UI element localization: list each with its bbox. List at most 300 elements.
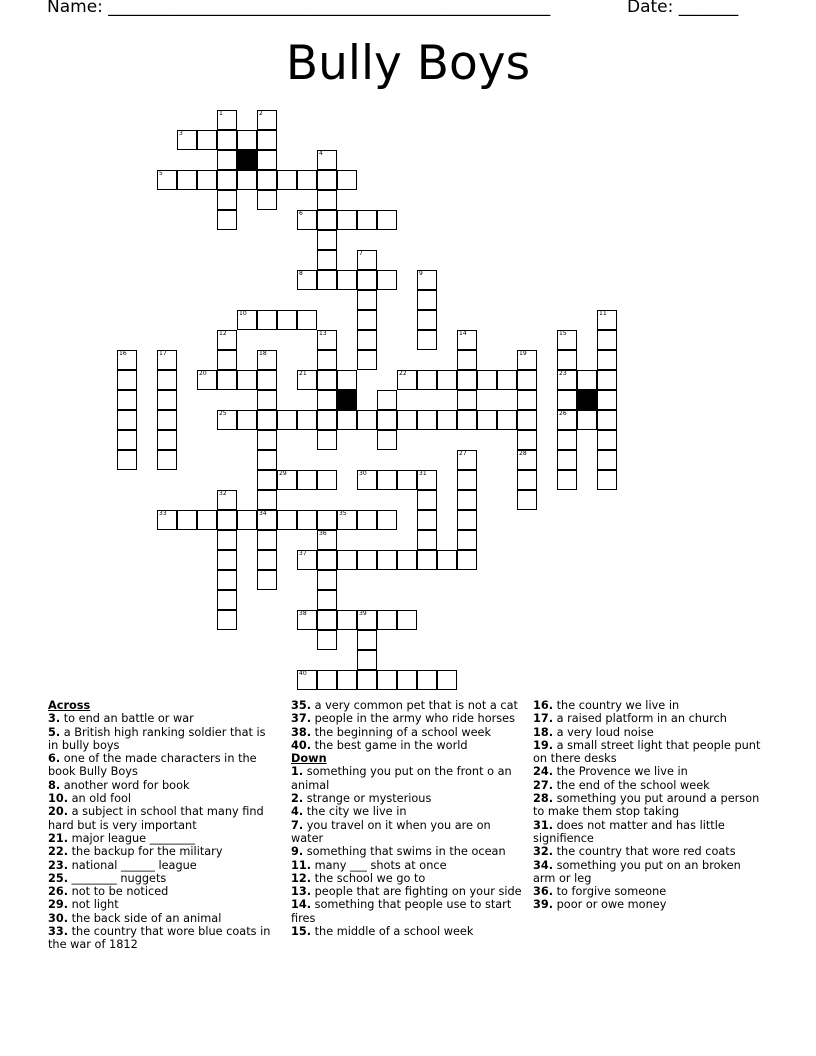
grid-cell[interactable] [557,330,577,350]
grid-cell[interactable] [297,550,317,570]
grid-cell[interactable] [297,210,317,230]
grid-cell[interactable] [517,410,537,430]
grid-cell[interactable] [557,430,577,450]
clue-number: 1 [219,110,223,117]
grid-cell[interactable] [237,410,257,430]
grid-cell[interactable] [257,110,277,130]
grid-cell[interactable] [457,510,477,530]
clue-text: something you put on the front o an animal [291,765,512,792]
grid-cell[interactable] [317,210,337,230]
grid-cell[interactable] [357,350,377,370]
grid-cell[interactable] [217,610,237,630]
grid-cell[interactable] [557,470,577,490]
clue-text: a raised platform in an church [553,712,727,726]
grid-cell[interactable] [277,510,297,530]
grid-cell[interactable] [197,370,217,390]
grid-cell[interactable] [317,670,337,690]
clue-text: not light [68,898,119,912]
clue-text: not to be noticed [68,885,169,899]
grid-cell[interactable] [557,350,577,370]
down-clue [533,859,765,886]
grid-cell[interactable] [277,170,297,190]
clue-number: 23 [559,370,567,377]
grid-cell[interactable] [517,390,537,410]
clue-number: 40 [299,670,307,677]
grid-cell[interactable] [437,670,457,690]
down-clue-list-continued [533,699,765,912]
grid-cell[interactable] [457,550,477,570]
across-clue [291,739,523,752]
grid-cell[interactable] [557,370,577,390]
grid-cell[interactable] [297,470,317,490]
across-clue [48,792,276,805]
grid-cell[interactable] [497,370,517,390]
grid-cell[interactable] [357,470,377,490]
grid-cell[interactable] [517,470,537,490]
grid-cell[interactable] [337,670,357,690]
grid-cell[interactable] [217,590,237,610]
clue-number-label: 14. [291,898,312,912]
across-clue [48,779,276,792]
grid-cell[interactable] [317,270,337,290]
grid-cell[interactable] [277,310,297,330]
grid-cell[interactable] [597,450,617,470]
grid-cell[interactable] [297,310,317,330]
clue-number: 29 [279,470,287,477]
clue-number: 7 [359,250,363,257]
clue-number-label: 31. [533,818,554,832]
grid-cell[interactable] [397,550,417,570]
clue-number-label: 1. [291,765,304,779]
across-clue [291,699,523,712]
grid-cell[interactable] [437,410,457,430]
grid-cell[interactable] [297,370,317,390]
grid-cell[interactable] [357,250,377,270]
clue-text: the middle of a school week [311,925,474,939]
grid-cell[interactable] [417,270,437,290]
clue-text: people in the army who ride horses [311,712,515,726]
clue-number-label: 21. [48,831,69,845]
grid-cell[interactable] [597,470,617,490]
grid-cell[interactable] [417,510,437,530]
down-clue [533,885,765,898]
across-clue [48,845,276,858]
clue-text: strange or mysterious [303,792,432,806]
grid-cell[interactable] [257,530,277,550]
clue-number: 2 [259,110,263,117]
down-clue [291,765,523,792]
clue-text: ________ nuggets [68,871,167,885]
grid-cell[interactable] [317,590,337,610]
clue-text: the backup for the military [68,845,223,859]
grid-cell[interactable] [317,190,337,210]
across-clue [48,832,276,845]
clue-text: something you put around a person to make them stop taking [533,792,760,819]
clue-number-label: 24. [533,765,554,779]
grid-cell[interactable] [117,370,137,390]
grid-cell[interactable] [517,370,537,390]
grid-cell[interactable] [257,570,277,590]
grid-cell[interactable] [357,650,377,670]
grid-cell[interactable] [257,190,277,210]
grid-cell[interactable] [577,370,597,390]
grid-cell[interactable] [437,370,457,390]
grid-cell[interactable] [397,670,417,690]
grid-cell[interactable] [357,550,377,570]
grid-cell[interactable] [577,410,597,430]
grid-cell[interactable] [317,250,337,270]
down-clue [533,792,765,819]
grid-cell[interactable] [257,310,277,330]
grid-cell[interactable] [257,510,277,530]
down-clue [291,845,523,858]
down-clue [533,898,765,911]
grid-cell[interactable] [157,430,177,450]
across-clue [48,712,276,725]
grid-cell[interactable] [457,390,477,410]
clue-text: the back side of an animal [68,911,222,925]
grid-cell[interactable] [297,670,317,690]
grid-cell[interactable] [517,450,537,470]
clue-text: major league ________ [68,831,195,845]
grid-cell[interactable] [117,410,137,430]
grid-cell[interactable] [457,350,477,370]
grid-cell[interactable] [217,350,237,370]
grid-cell[interactable] [397,410,417,430]
grid-cell[interactable] [317,430,337,450]
grid-cell[interactable] [557,410,577,430]
grid-cell[interactable] [277,470,297,490]
clue-number-label: 29. [48,898,69,912]
grid-cell[interactable] [357,310,377,330]
grid-cell[interactable] [157,170,177,190]
grid-cell[interactable] [217,510,237,530]
clue-number: 4 [319,150,323,157]
clue-number: 26 [559,410,567,417]
grid-cell[interactable] [237,170,257,190]
grid-cell[interactable] [397,370,417,390]
clue-number: 39 [359,610,367,617]
down-clue [533,726,765,739]
clue-number-label: 30. [48,911,69,925]
across-clue [291,726,523,739]
down-clue [291,859,523,872]
grid-cell[interactable] [177,170,197,190]
grid-cell[interactable] [377,550,397,570]
grid-cell[interactable] [597,410,617,430]
grid-cell[interactable] [317,230,337,250]
grid-cell[interactable] [257,390,277,410]
grid-cell[interactable] [377,430,397,450]
grid-cell[interactable] [317,150,337,170]
grid-cell[interactable] [297,410,317,430]
grid-cell[interactable] [317,390,337,410]
grid-cell[interactable] [397,470,417,490]
clue-text: an old fool [68,792,132,806]
grid-cell[interactable] [357,630,377,650]
grid-cell[interactable] [317,470,337,490]
name-field[interactable]: Name: ____________________________________________________ [47,0,551,17]
grid-cell[interactable] [337,370,357,390]
grid-cell[interactable] [317,410,337,430]
grid-cell[interactable] [157,390,177,410]
grid-cell[interactable] [157,510,177,530]
grid-cell[interactable] [217,210,237,230]
grid-cell[interactable] [517,350,537,370]
down-clue [533,845,765,858]
grid-cell[interactable] [237,310,257,330]
grid-cell[interactable] [157,450,177,470]
grid-cell[interactable] [417,290,437,310]
grid-cell[interactable] [317,510,337,530]
grid-cell[interactable] [417,330,437,350]
clue-number: 12 [219,330,227,337]
grid-cell[interactable] [217,490,237,510]
date-field[interactable]: Date: _______ [627,0,739,17]
grid-cell[interactable] [437,550,457,570]
grid-cell[interactable] [117,430,137,450]
grid-cell[interactable] [357,330,377,350]
clue-number-label: 13. [291,885,312,899]
grid-cell[interactable] [177,130,197,150]
grid-cell[interactable] [257,130,277,150]
grid-cell[interactable] [457,370,477,390]
grid-cell[interactable] [217,330,237,350]
grid-cell[interactable] [457,410,477,430]
across-clue [48,859,276,872]
down-clue [291,925,523,938]
grid-cell[interactable] [217,530,237,550]
grid-cell[interactable] [317,170,337,190]
grid-cell[interactable] [117,390,137,410]
clue-number: 38 [299,610,307,617]
grid-cell[interactable] [317,550,337,570]
clue-text: the best game in the world [311,738,468,752]
grid-cell[interactable] [597,370,617,390]
clue-number-label: 19. [533,738,554,752]
clue-number-label: 15. [291,925,312,939]
black-cell [337,390,357,410]
clue-text: a very common pet that is not a cat [311,699,518,712]
grid-cell[interactable] [377,670,397,690]
grid-cell[interactable] [557,450,577,470]
grid-cell[interactable] [377,270,397,290]
clue-number: 31 [419,470,427,477]
grid-cell[interactable] [217,190,237,210]
grid-cell[interactable] [377,610,397,630]
grid-cell[interactable] [157,370,177,390]
grid-cell[interactable] [417,370,437,390]
clue-number: 13 [319,330,327,337]
grid-cell[interactable] [357,670,377,690]
grid-cell[interactable] [317,370,337,390]
grid-cell[interactable] [317,530,337,550]
grid-cell[interactable] [377,410,397,430]
clue-number-label: 25. [48,871,69,885]
grid-cell[interactable] [257,150,277,170]
grid-cell[interactable] [337,170,357,190]
down-clue [533,699,765,712]
grid-cell[interactable] [357,270,377,290]
grid-cell[interactable] [517,490,537,510]
grid-cell[interactable] [497,410,517,430]
grid-cell[interactable] [257,170,277,190]
clue-number-label: 3. [48,712,61,726]
down-clue [533,739,765,766]
grid-cell[interactable] [357,410,377,430]
grid-cell[interactable] [217,370,237,390]
grid-cell[interactable] [377,390,397,410]
grid-cell[interactable] [337,610,357,630]
across-clue [48,912,276,925]
clue-text: poor or owe money [553,898,667,912]
grid-cell[interactable] [177,510,197,530]
grid-cell[interactable] [297,270,317,290]
clue-number-label: 28. [533,792,554,806]
grid-cell[interactable] [217,130,237,150]
clue-number: 3 [179,130,183,137]
clue-number-label: 22. [48,845,69,859]
grid-cell[interactable] [197,510,217,530]
clue-number-label: 38. [291,725,312,739]
grid-cell[interactable] [297,510,317,530]
clue-number: 25 [219,410,227,417]
grid-cell[interactable] [117,350,137,370]
grid-cell[interactable] [317,610,337,630]
grid-cell[interactable] [397,610,417,630]
across-clue [48,898,276,911]
across-heading: Across [48,699,91,712]
grid-cell[interactable] [417,490,437,510]
grid-cell[interactable] [337,210,357,230]
grid-cell[interactable] [237,370,257,390]
grid-cell[interactable] [237,130,257,150]
grid-cell[interactable] [417,550,437,570]
clue-number: 21 [299,370,307,377]
grid-cell[interactable] [357,290,377,310]
grid-cell[interactable] [157,410,177,430]
clue-text: the country we live in [553,699,680,712]
grid-cell[interactable] [517,430,537,450]
grid-cell[interactable] [257,490,277,510]
clue-column-2 [291,699,523,938]
clue-text: the country that wore blue coats in the war of 1812 [48,925,271,952]
grid-cell[interactable] [257,550,277,570]
clue-number-label: 9. [291,845,304,859]
grid-cell[interactable] [417,410,437,430]
grid-cell[interactable] [217,410,237,430]
clue-number-label: 18. [533,725,554,739]
clue-text: the city we live in [303,805,407,819]
clue-number-label: 6. [48,752,61,766]
grid-cell[interactable] [417,470,437,490]
grid-cell[interactable] [317,630,337,650]
grid-cell[interactable] [357,210,377,230]
grid-cell[interactable] [377,470,397,490]
grid-cell[interactable] [457,490,477,510]
page-title: Bully Boys [285,36,531,91]
grid-cell[interactable] [357,510,377,530]
clue-text: does not matter and has little signifience [533,818,725,845]
grid-cell[interactable] [317,330,337,350]
across-clue [48,885,276,898]
grid-cell[interactable] [317,570,337,590]
clue-number-label: 7. [291,818,304,832]
grid-cell[interactable] [237,510,257,530]
grid-cell[interactable] [217,110,237,130]
grid-cell[interactable] [337,550,357,570]
grid-cell[interactable] [337,510,357,530]
grid-cell[interactable] [217,550,237,570]
grid-cell[interactable] [337,270,357,290]
grid-cell[interactable] [597,350,617,370]
grid-cell[interactable] [557,390,577,410]
grid-cell[interactable] [377,510,397,530]
grid-cell[interactable] [337,410,357,430]
down-clue [291,805,523,818]
across-clue [48,752,276,779]
clue-text: the school we go to [311,871,426,885]
grid-cell[interactable] [457,450,477,470]
grid-cell[interactable] [197,170,217,190]
grid-cell[interactable] [157,350,177,370]
grid-cell[interactable] [197,130,217,150]
across-clue [48,805,276,832]
grid-cell[interactable] [457,470,477,490]
grid-cell[interactable] [377,210,397,230]
grid-cell[interactable] [257,450,277,470]
grid-cell[interactable] [417,310,437,330]
grid-cell[interactable] [477,410,497,430]
grid-cell[interactable] [217,170,237,190]
clue-number-label: 40. [291,738,312,752]
grid-cell[interactable] [257,470,277,490]
grid-cell[interactable] [257,430,277,450]
clue-number-label: 32. [533,845,554,859]
grid-cell[interactable] [597,430,617,450]
clue-number-label: 4. [291,805,304,819]
grid-cell[interactable] [457,330,477,350]
grid-cell[interactable] [257,370,277,390]
grid-cell[interactable] [457,530,477,550]
down-clue [291,792,523,805]
clue-number: 16 [119,350,127,357]
grid-cell[interactable] [117,450,137,470]
clue-number-label: 36. [533,885,554,899]
grid-cell[interactable] [597,330,617,350]
grid-cell[interactable] [297,170,317,190]
clue-number: 18 [259,350,267,357]
grid-cell[interactable] [257,350,277,370]
grid-cell[interactable] [217,570,237,590]
clue-number-label: 17. [533,712,554,726]
grid-cell[interactable] [217,150,237,170]
grid-cell[interactable] [477,370,497,390]
grid-cell[interactable] [357,610,377,630]
clue-number: 17 [159,350,167,357]
grid-cell[interactable] [597,310,617,330]
grid-cell[interactable] [257,410,277,430]
clue-number-label: 35. [291,699,312,712]
clue-number: 6 [299,210,303,217]
grid-cell[interactable] [297,610,317,630]
grid-cell[interactable] [417,530,437,550]
grid-cell[interactable] [277,410,297,430]
grid-cell[interactable] [597,390,617,410]
grid-cell[interactable] [317,350,337,370]
clue-text: something you put on an broken arm or leg [533,858,741,885]
grid-cell[interactable] [417,670,437,690]
